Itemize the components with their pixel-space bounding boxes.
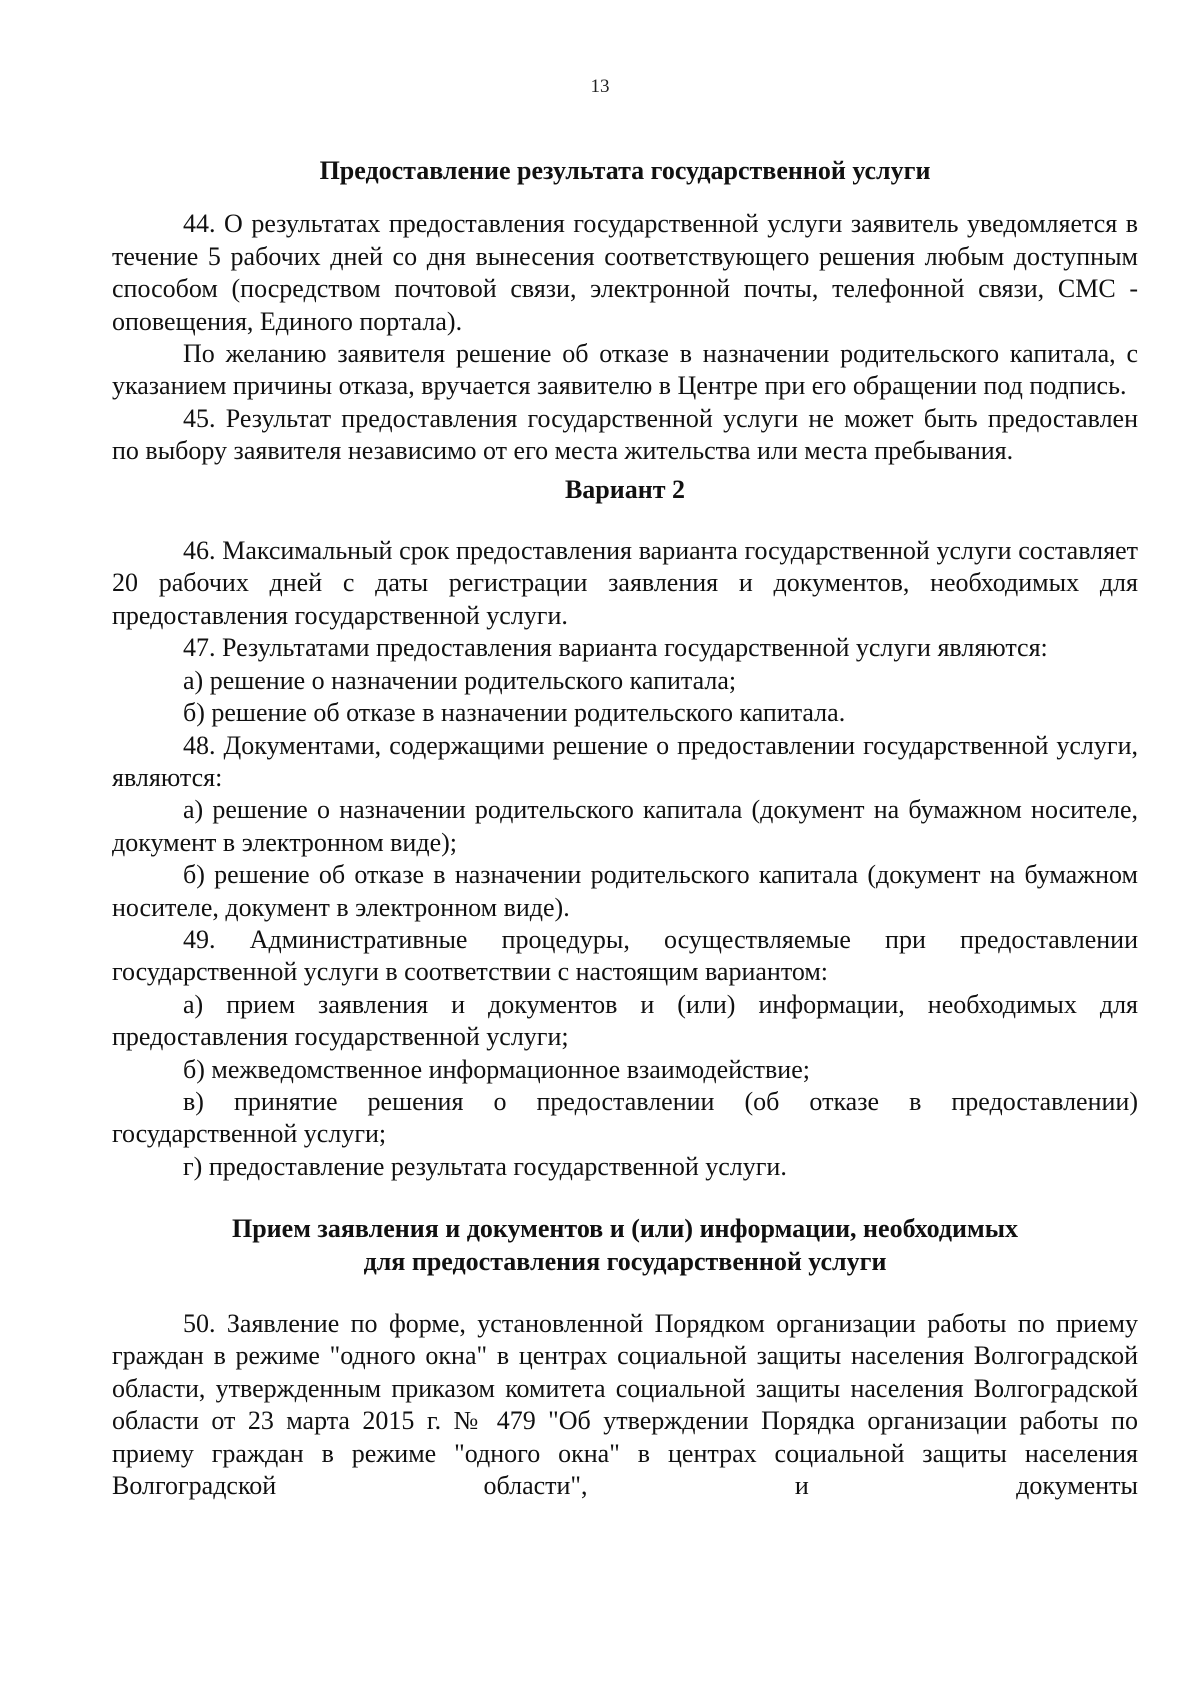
paragraph-49-item-c: в) принятие решения о предоставлении (об отказе в предоставлении) государственной услуги; — [112, 1086, 1138, 1149]
paragraph-50: 50. Заявление по форме, установленной Порядком организации работы по приему граждан в режиме "одного окна" в центрах социальной защиты населения Волгоградской области, утвержденным приказом комитета социальной защиты населения Волгоградской области от 23 марта 2015 г. № 479 "Об утверждении Порядка организации работы по приему граждан в режиме "одного окна" в центрах социальной защиты населения Волгоградской области", и документы — [112, 1309, 1138, 1501]
paragraph-47-item-a: а) решение о назначении родительского капитала; — [183, 665, 737, 695]
section-heading-intake-line-2: для предоставления государственной услуги — [363, 1246, 887, 1276]
paragraph-48-item-b: б) решение об отказе в назначении родительского капитала (документ на бумажном носителе, документ в электронном виде). — [112, 860, 1138, 922]
paragraph-48-item-a: а) решение о назначении родительского капитала (документ на бумажном носителе, документ в электронном виде); — [112, 795, 1138, 857]
paragraph-49-item-a: а) прием заявления и документов и (или) информации, необходимых для предоставления государственной услуги; — [112, 989, 1138, 1052]
paragraph-49: 49. Административные процедуры, осуществляемые при предоставлении государственной услуги в соответствии с настоящим вариантом: — [112, 924, 1138, 987]
paragraph-49-item-d: г) предоставление результата государственной услуги. — [183, 1151, 787, 1181]
section-heading-variant: Вариант 2 — [564, 474, 686, 504]
paragraph-47: 47. Результатами предоставления варианта государственной услуги являются: — [183, 633, 1048, 663]
section-heading-intake — [112, 1213, 1138, 1278]
paragraph-45: 45. Результат предоставления государственной услуги не может быть предоставлен по выбору заявителя независимо от его места жительства или места пребывания. — [112, 403, 1138, 466]
paragraph-49-item-b: б) межведомственное информационное взаимодействие; — [183, 1054, 810, 1084]
section-heading-result: Предоставление результата государственной услуги — [319, 156, 931, 185]
document-body — [112, 155, 1138, 1502]
section-heading-intake-line-1: Прием заявления и документов и (или) информации, необходимых — [231, 1214, 1018, 1244]
paragraph-47-item-b: б) решение об отказе в назначении родительского капитала. — [183, 698, 846, 728]
page-number: 13 — [590, 76, 610, 97]
paragraph-44-refusal: По желанию заявителя решение об отказе в назначении родительского капитала, с указанием причины отказа, вручается заявителю в Центре при его обращении под подпись. — [112, 339, 1138, 401]
paragraph-46: 46. Максимальный срок предоставления варианта государственной услуги составляет 20 рабочих дней с даты регистрации заявления и документов, необходимых для предоставления государственной услуги. — [112, 536, 1138, 630]
paragraph-48: 48. Документами, содержащими решение о предоставлении государственной услуги, являются: — [112, 730, 1138, 792]
paragraph-44: 44. О результатах предоставления государственной услуги заявитель уведомляется в течение 5 рабочих дней со дня вынесения соответствующего решения любым доступным способом (посредством почтовой связи, электронной почты, телефонной связи, СМС - оповещения, Единого портала). — [112, 209, 1138, 336]
